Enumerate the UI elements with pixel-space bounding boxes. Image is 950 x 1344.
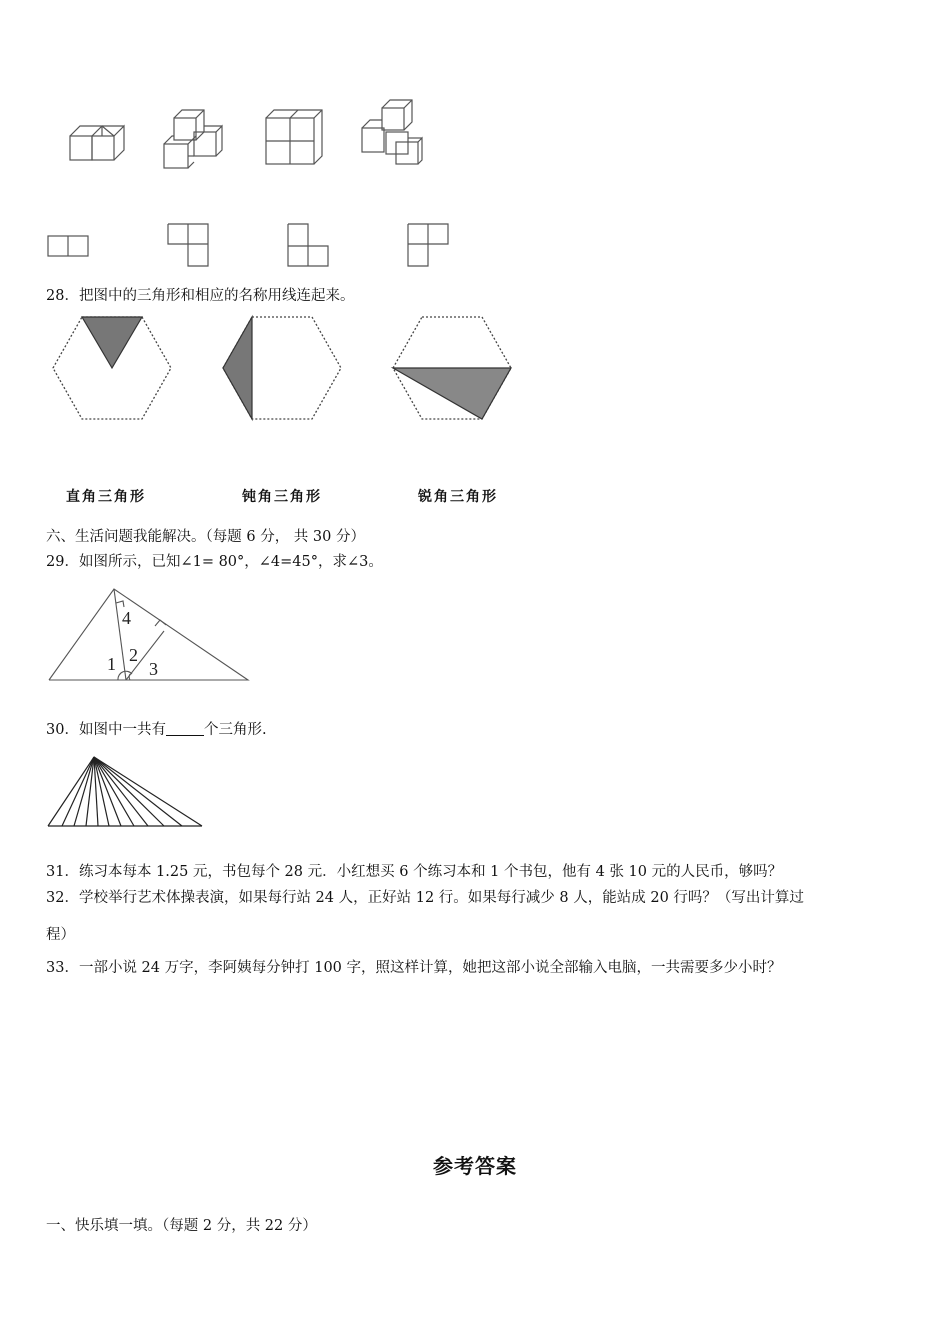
view-1 — [46, 232, 92, 258]
fan-triangle-figure — [46, 754, 204, 830]
answer-blank[interactable] — [166, 721, 204, 736]
hexagon-figure-2 — [220, 314, 344, 422]
section-6-heading: 六、生活问题我能解决。（每题 6 分， 共 30 分） — [46, 529, 365, 545]
label-right-triangle: 直角三角形 — [66, 489, 146, 505]
view-2 — [166, 222, 212, 268]
answers-title: 参考答案 — [433, 1154, 517, 1178]
question-28: 28．把图中的三角形和相应的名称用线连起来。 — [46, 288, 355, 304]
angle-triangle-figure — [46, 586, 252, 684]
angle-label-3: 3 — [149, 659, 158, 679]
hexagon-figure-3 — [390, 314, 514, 422]
label-acute-triangle: 锐角三角形 — [418, 489, 498, 505]
question-31: 31．练习本每本 1.25 元，书包每个 28 元．小红想买 6 个练习本和 1 个书包，他有 4 张 10 元的人民币，够吗？ — [46, 864, 783, 880]
question-32-line-1: 32．学校举行艺术体操表演，如果每行站 24 人，正好站 12 行。如果每行减少 8 人，能站成 20 行吗？（写出计算过 — [46, 890, 804, 906]
question-30-text-after: 个三角形. — [203, 722, 267, 738]
hexagon-figure-1 — [50, 314, 174, 422]
label-obtuse-triangle: 钝角三角形 — [242, 489, 322, 505]
question-30 — [46, 720, 267, 740]
question-29: 29．如图所示，已知∠1= 80°，∠4=45°，求∠3。 — [46, 554, 383, 570]
angle-label-2: 2 — [129, 645, 138, 665]
question-32-line-2: 程） — [46, 927, 75, 943]
view-3 — [286, 222, 332, 268]
angle-label-1: 1 — [107, 654, 116, 674]
cube-figure-2 — [160, 104, 226, 170]
cube-figure-3 — [262, 108, 324, 168]
angle-label-4: 4 — [122, 608, 131, 628]
view-4 — [406, 222, 452, 268]
question-33: 33．一部小说 24 万字，李阿姨每分钟打 100 字，照这样计算，她把这部小说全部输入电脑，一共需要多少小时？ — [46, 960, 782, 976]
question-30-text-before: 30．如图中一共有 — [46, 722, 166, 738]
cube-figure-4 — [356, 98, 426, 168]
answers-section-1: 一、快乐填一填。（每题 2 分，共 22 分） — [46, 1218, 317, 1234]
cube-figure-1 — [66, 118, 126, 168]
